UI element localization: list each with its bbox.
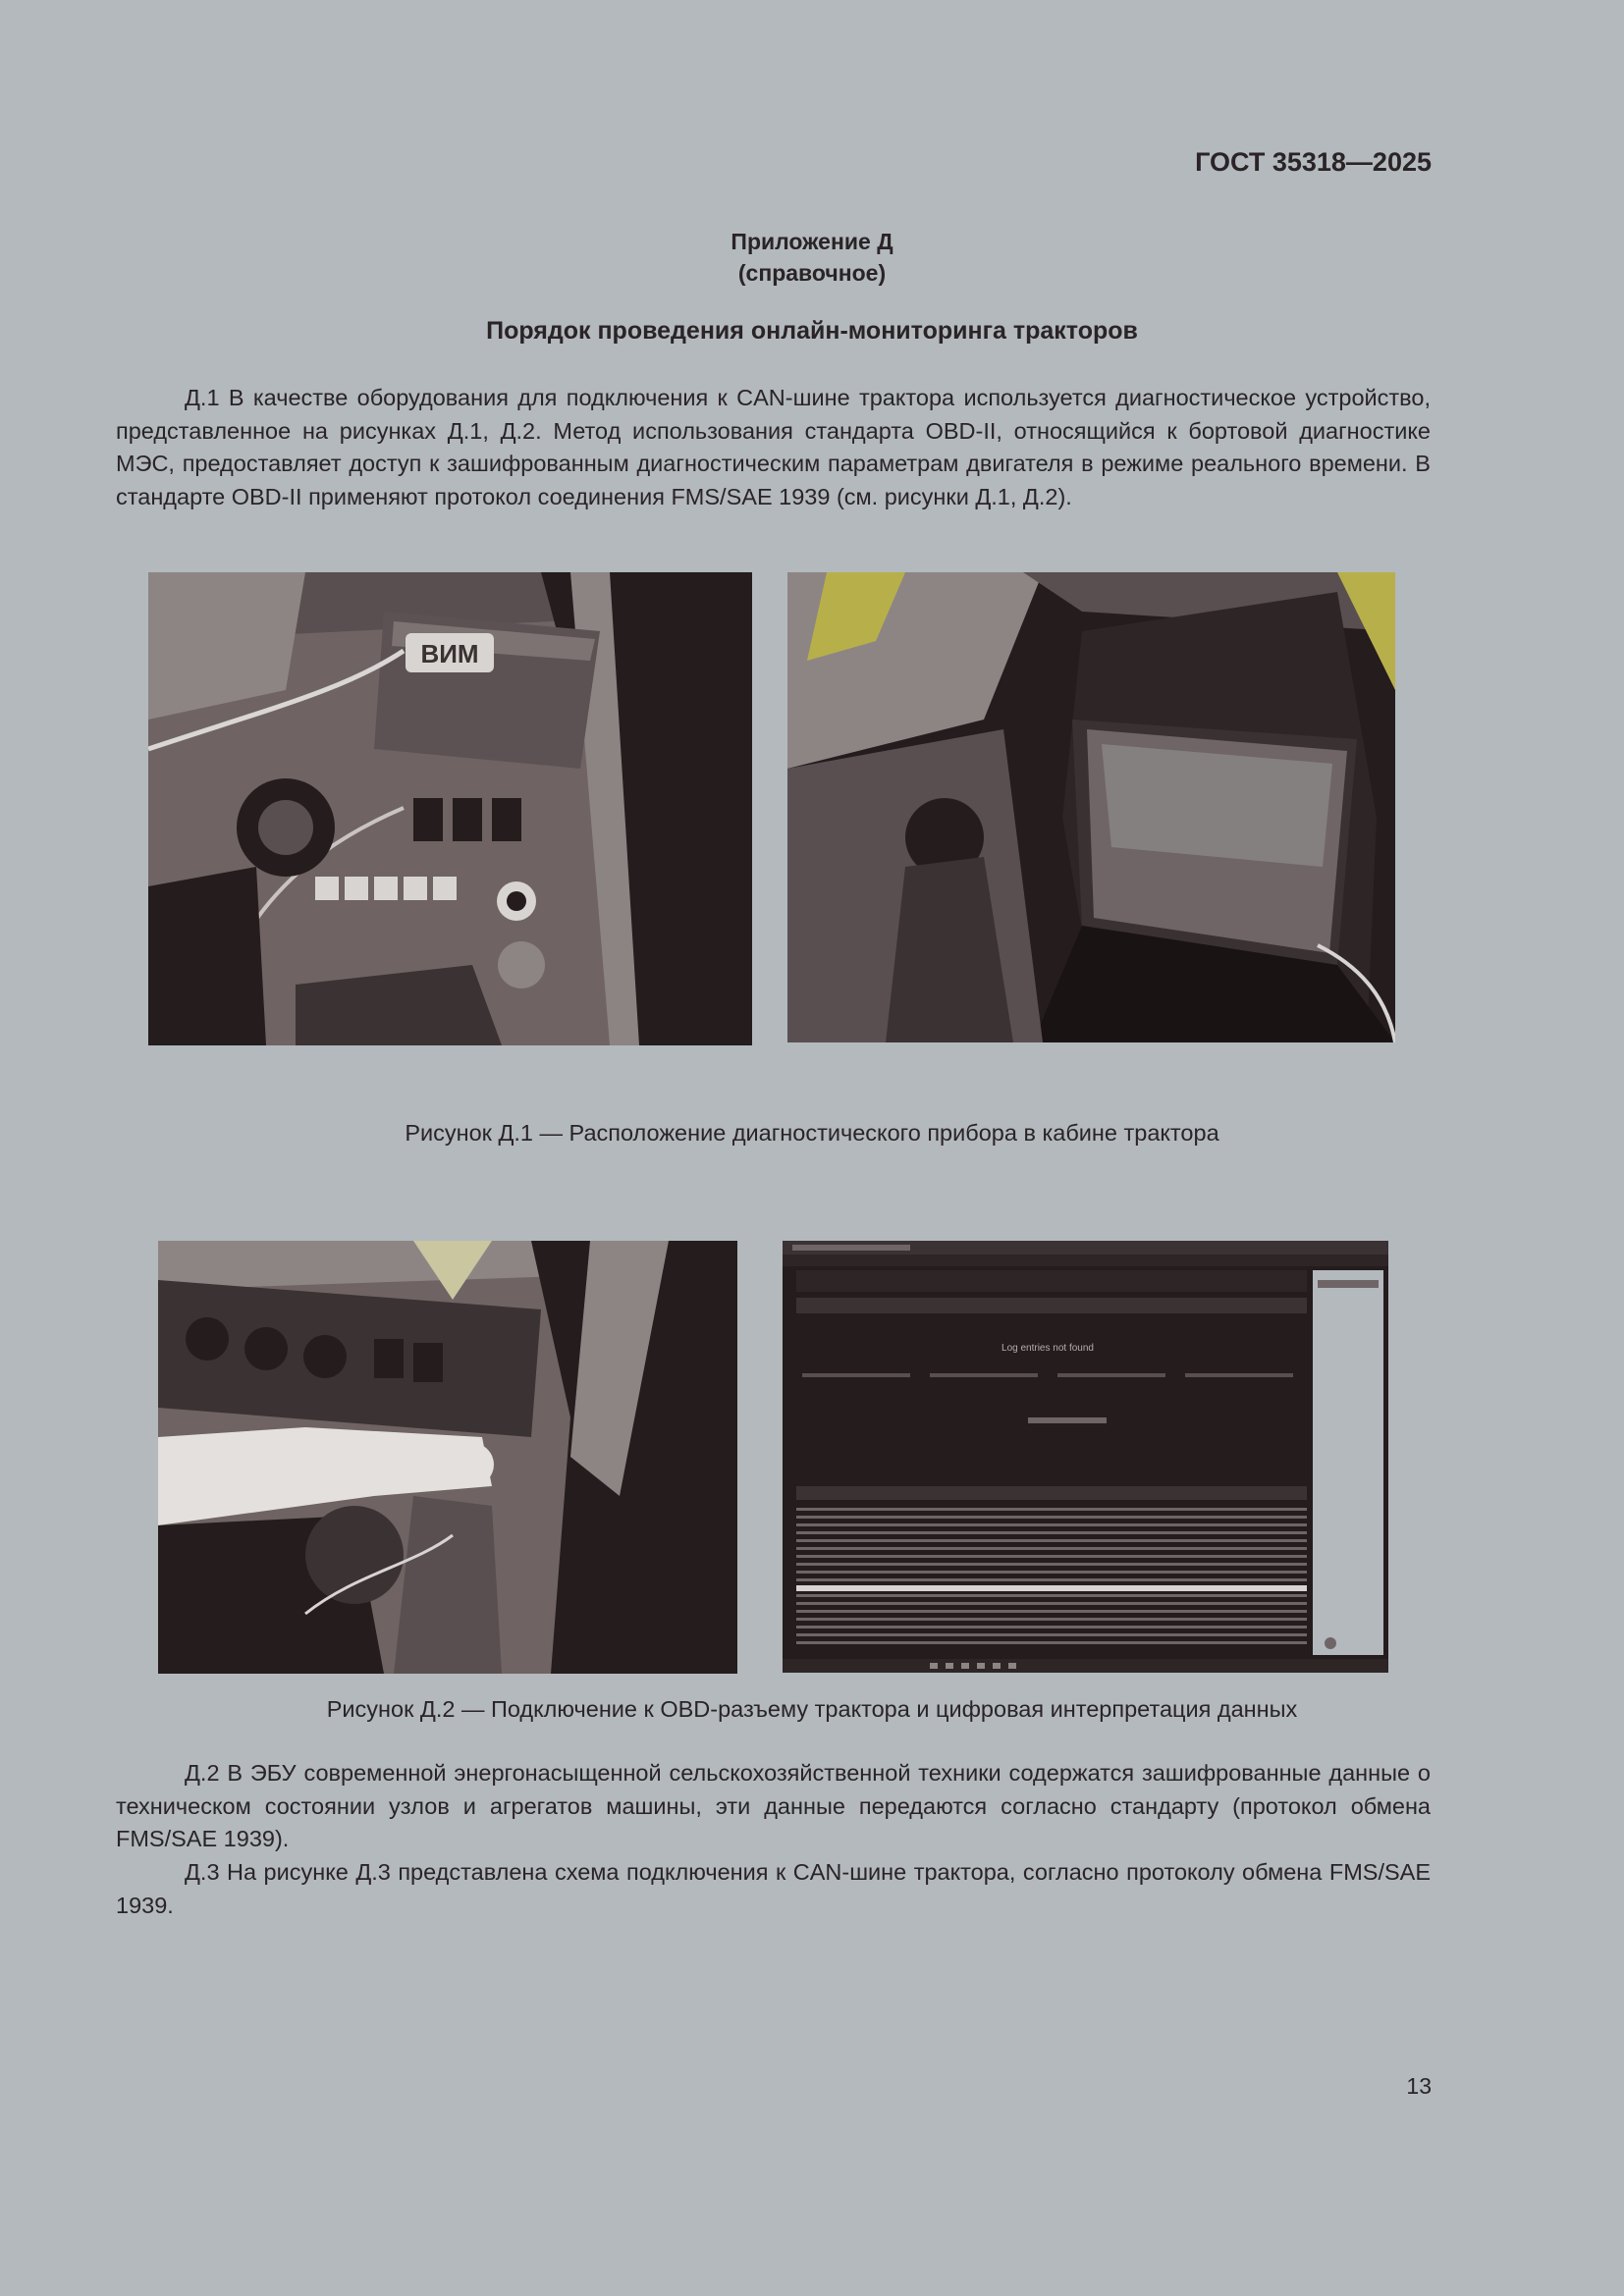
appendix-heading: [0, 226, 1624, 289]
figure-d2-photo-connector: [158, 1241, 737, 1674]
paragraph-d3: Д.3 На рисунке Д.3 представлена схема подключения к CAN-шине трактора, согласно протоколу обмена FMS/SAE 1939.: [116, 1859, 1431, 1918]
figure-d1-photo-device: [148, 572, 752, 1045]
section-title: Порядок проведения онлайн-мониторинга тракторов: [486, 317, 1138, 345]
page-number: 13: [1406, 2073, 1432, 2099]
figure-d2-photo-screen: [783, 1241, 1388, 1673]
device-label-text: ВИМ: [420, 639, 479, 668]
paragraph-d2: Д.2 В ЭБУ современной энергонасыщенной сельскохозяйственной техники содержатся зашифрованные данные о техническом состоянии узлов и агрегатов машины, эти данные передаются согласно стандарту (протокол обмена FMS/SAE 1939).: [116, 1760, 1431, 1851]
figure-d1-caption: Рисунок Д.1 — Расположение диагностического прибора в кабине трактора: [405, 1120, 1219, 1146]
appendix-subtitle: (справочное): [737, 260, 887, 286]
log-message-text: Log entries not found: [1001, 1343, 1094, 1354]
appendix-title: Приложение Д: [731, 229, 893, 254]
document-code: ГОСТ 35318—2025: [1195, 147, 1432, 177]
figure-d2-caption: Рисунок Д.2 — Подключение к OBD-разъему трактора и цифровая интерпретация данных: [326, 1696, 1298, 1722]
paragraph-d1: Д.1 В качестве оборудования для подключения к CAN-шине трактора используется диагностическое устройство, представленное на рисунках Д.1, Д.2. Метод использования стандарта OBD-II, относящийся к бортовой диагностике МЭС, предоставляет доступ к зашифрованным диагностическим параметрам двигателя в режиме реального времени. В стандарте OBD-II применяют протокол соединения FMS/SAE 1939 (см. рисунки Д.1, Д.2).: [116, 385, 1431, 509]
figure-d1-photo-laptop: [787, 572, 1395, 1042]
